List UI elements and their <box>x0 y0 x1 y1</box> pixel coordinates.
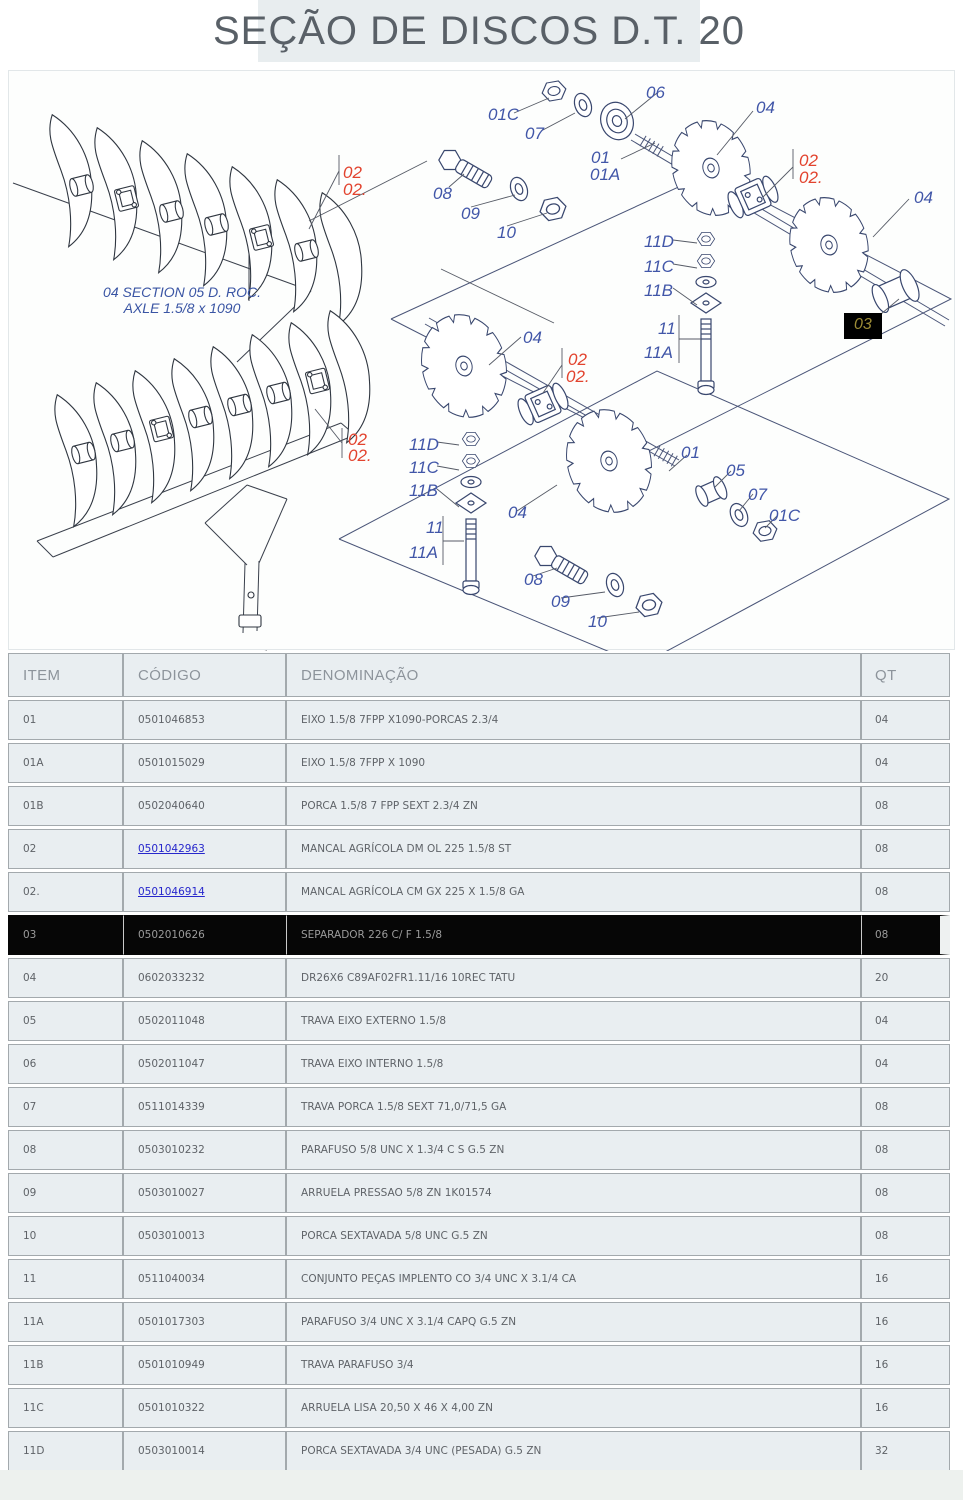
table-row <box>8 915 950 955</box>
cell-qt: 16 <box>861 1345 950 1385</box>
diagram-item-label: 04 <box>508 503 527 522</box>
cell-codigo: 0502010626 <box>123 915 286 955</box>
diagram-item-label: 09 <box>461 204 480 223</box>
col-header-qt: QT <box>861 653 950 697</box>
diagram-item-label: 07 <box>525 124 544 143</box>
table-row <box>8 743 950 783</box>
table-row <box>8 1087 950 1127</box>
diagram-item-label: 04 <box>914 188 933 207</box>
cell-qt: 16 <box>861 1259 950 1299</box>
cell-codigo: 0502011047 <box>123 1044 286 1084</box>
cell-item: 11 <box>8 1259 123 1299</box>
table-row <box>8 1001 950 1041</box>
diagram-item-label: 01A <box>590 165 621 184</box>
diagram-item-label: 02. <box>348 446 372 465</box>
diagram-item-label: 02. <box>566 367 590 386</box>
cell-denominacao: CONJUNTO PEÇAS IMPLENTO CO 3/4 UNC X 3.1/4 CA <box>286 1259 861 1299</box>
diagram-item-label: 02 <box>348 430 367 449</box>
table-row <box>8 700 950 740</box>
cell-codigo: 0501010949 <box>123 1345 286 1385</box>
cell-qt: 08 <box>861 1130 950 1170</box>
cell-codigo: 0511040034 <box>123 1259 286 1299</box>
cell-item: 08 <box>8 1130 123 1170</box>
diagram-item-label: 04 <box>756 98 775 117</box>
col-header-item: ITEM <box>8 653 123 697</box>
section-note-line1: 04 SECTION 05 D. ROC. <box>103 284 261 300</box>
table-row <box>8 786 950 826</box>
table-header-row <box>8 653 950 697</box>
diagram-item-label: 11 <box>658 319 676 338</box>
table-row <box>8 1388 950 1428</box>
cell-qt: 08 <box>861 1173 950 1213</box>
cell-item: 03 <box>8 915 123 955</box>
parts-table <box>8 650 950 1474</box>
diagram-item-label: 11C <box>409 458 439 477</box>
cell-item: 11B <box>8 1345 123 1385</box>
cell-qt: 08 <box>861 786 950 826</box>
diagram-item-label: 01 <box>681 443 700 462</box>
cell-qt: 08 <box>861 872 950 912</box>
cell-item: 05 <box>8 1001 123 1041</box>
section-note-line2: AXLE 1.5/8 x 1090 <box>123 300 241 317</box>
footer-strip <box>0 1470 963 1500</box>
cell-item: 07 <box>8 1087 123 1127</box>
diagram-item-label: 11A <box>644 343 673 362</box>
cell-item: 02 <box>8 829 123 869</box>
cell-codigo: 0511014339 <box>123 1087 286 1127</box>
cell-denominacao: DR26X6 C89AF02FR1.11/16 10REC TATU <box>286 958 861 998</box>
diagram-item-label: 01C <box>488 105 520 124</box>
table-row <box>8 1259 950 1299</box>
diagram-item-label: 10 <box>497 223 516 242</box>
table-row <box>8 1345 950 1385</box>
cell-denominacao: ARRUELA PRESSAO 5/8 ZN 1K01574 <box>286 1173 861 1213</box>
cell-item: 11D <box>8 1431 123 1471</box>
table-row <box>8 1044 950 1084</box>
diagram-item-label: 10 <box>588 612 607 631</box>
cell-codigo: 0502040640 <box>123 786 286 826</box>
cell-item: 01 <box>8 700 123 740</box>
cell-item: 09 <box>8 1173 123 1213</box>
cell-codigo: 0502011048 <box>123 1001 286 1041</box>
diagram-item-label: 08 <box>433 184 452 203</box>
cell-denominacao: MANCAL AGRÍCOLA DM OL 225 1.5/8 ST <box>286 829 861 869</box>
diagram-item-label: 11D <box>409 435 439 454</box>
cell-denominacao: PARAFUSO 5/8 UNC X 1.3/4 C S G.5 ZN <box>286 1130 861 1170</box>
cell-qt: 16 <box>861 1302 950 1342</box>
diagram-label-layer <box>9 71 956 651</box>
cell-denominacao: PORCA SEXTAVADA 3/4 UNC (PESADA) G.5 ZN <box>286 1431 861 1471</box>
diagram-item-label: 02 <box>799 151 818 170</box>
table-row <box>8 872 950 912</box>
cell-item: 04 <box>8 958 123 998</box>
diagram-item-label: 01C <box>769 506 801 525</box>
table-row <box>8 1173 950 1213</box>
diagram-item-label: 02. <box>799 168 823 187</box>
diagram-item-label: 09 <box>551 592 570 611</box>
cell-denominacao: TRAVA PORCA 1.5/8 SEXT 71,0/71,5 GA <box>286 1087 861 1127</box>
diagram-item-label: 08 <box>524 570 543 589</box>
cell-qt: 08 <box>861 829 950 869</box>
cell-item: 01A <box>8 743 123 783</box>
cell-qt: 04 <box>861 700 950 740</box>
cell-item: 01B <box>8 786 123 826</box>
cell-item: 06 <box>8 1044 123 1084</box>
diagram-item-label: 11B <box>644 281 673 300</box>
diagram-item-label: 07 <box>748 485 767 504</box>
cell-denominacao: TRAVA PARAFUSO 3/4 <box>286 1345 861 1385</box>
table-row <box>8 958 950 998</box>
cell-item: 11A <box>8 1302 123 1342</box>
diagram-item-label: 02 <box>343 163 362 182</box>
cell-qt: 04 <box>861 1001 950 1041</box>
cell-qt: 32 <box>861 1431 950 1471</box>
diagram-item-label: 02. <box>343 180 367 199</box>
cell-qt: 16 <box>861 1388 950 1428</box>
title-band <box>212 0 746 62</box>
diagram-item-label: 02 <box>568 350 587 369</box>
diagram-item-label: 11B <box>409 481 438 500</box>
cell-denominacao: TRAVA EIXO EXTERNO 1.5/8 <box>286 1001 861 1041</box>
table-row <box>8 1216 950 1256</box>
page-title: SEÇÃO DE DISCOS D.T. 20 <box>212 8 746 53</box>
cell-qt: 08 <box>861 1216 950 1256</box>
cell-codigo <box>123 829 286 869</box>
cell-item: 02. <box>8 872 123 912</box>
codigo-link[interactable]: 0501042963 <box>138 843 205 855</box>
cell-qt: 04 <box>861 1044 950 1084</box>
cell-denominacao: PORCA 1.5/8 7 FPP SEXT 2.3/4 ZN <box>286 786 861 826</box>
cell-codigo: 0501017303 <box>123 1302 286 1342</box>
cell-denominacao: MANCAL AGRÍCOLA CM GX 225 X 1.5/8 GA <box>286 872 861 912</box>
cell-denominacao: TRAVA EIXO INTERNO 1.5/8 <box>286 1044 861 1084</box>
cell-codigo: 0501015029 <box>123 743 286 783</box>
diagram-item-label: 11 <box>426 518 444 537</box>
cell-denominacao: EIXO 1.5/8 7FPP X1090-PORCAS 2.3/4 <box>286 700 861 740</box>
cell-codigo: 0602033232 <box>123 958 286 998</box>
parts-table-section <box>8 650 950 1474</box>
col-header-denominacao: DENOMINAÇÃO <box>286 653 861 697</box>
diagram-item-label: 06 <box>646 83 665 102</box>
diagram-item-label: 11D <box>644 232 674 251</box>
cell-codigo: 0503010013 <box>123 1216 286 1256</box>
table-row <box>8 1302 950 1342</box>
cell-denominacao: ARRUELA LISA 20,50 X 46 X 4,00 ZN <box>286 1388 861 1428</box>
parts-table-body <box>8 700 950 1471</box>
cell-qt: 08 <box>861 1087 950 1127</box>
cell-codigo: 0501010322 <box>123 1388 286 1428</box>
cell-codigo: 0501046853 <box>123 700 286 740</box>
diagram-item-label: 11C <box>644 257 674 276</box>
codigo-link[interactable]: 0501046914 <box>138 886 205 898</box>
exploded-diagram-panel <box>8 70 955 650</box>
diagram-item-label: 04 <box>523 328 542 347</box>
cell-qt: 20 <box>861 958 950 998</box>
cell-codigo: 0503010014 <box>123 1431 286 1471</box>
cell-qt: 08 <box>861 915 950 955</box>
diagram-item-label: 11A <box>409 543 438 562</box>
cell-qt: 04 <box>861 743 950 783</box>
diagram-item-label: 01 <box>591 148 610 167</box>
section-note <box>97 284 267 316</box>
highlighted-item-label[interactable]: 03 <box>844 313 882 339</box>
cell-denominacao: PORCA SEXTAVADA 5/8 UNC G.5 ZN <box>286 1216 861 1256</box>
cell-denominacao: EIXO 1.5/8 7FPP X 1090 <box>286 743 861 783</box>
col-header-codigo: CÓDIGO <box>123 653 286 697</box>
cell-codigo: 0503010232 <box>123 1130 286 1170</box>
table-row <box>8 829 950 869</box>
cell-item: 11C <box>8 1388 123 1428</box>
cell-codigo: 0503010027 <box>123 1173 286 1213</box>
table-row <box>8 1130 950 1170</box>
cell-item: 10 <box>8 1216 123 1256</box>
cell-denominacao: PARAFUSO 3/4 UNC X 3.1/4 CAPQ G.5 ZN <box>286 1302 861 1342</box>
cell-codigo <box>123 872 286 912</box>
cell-denominacao: SEPARADOR 226 C/ F 1.5/8 <box>286 915 861 955</box>
table-row <box>8 1431 950 1471</box>
diagram-item-label: 05 <box>726 461 745 480</box>
